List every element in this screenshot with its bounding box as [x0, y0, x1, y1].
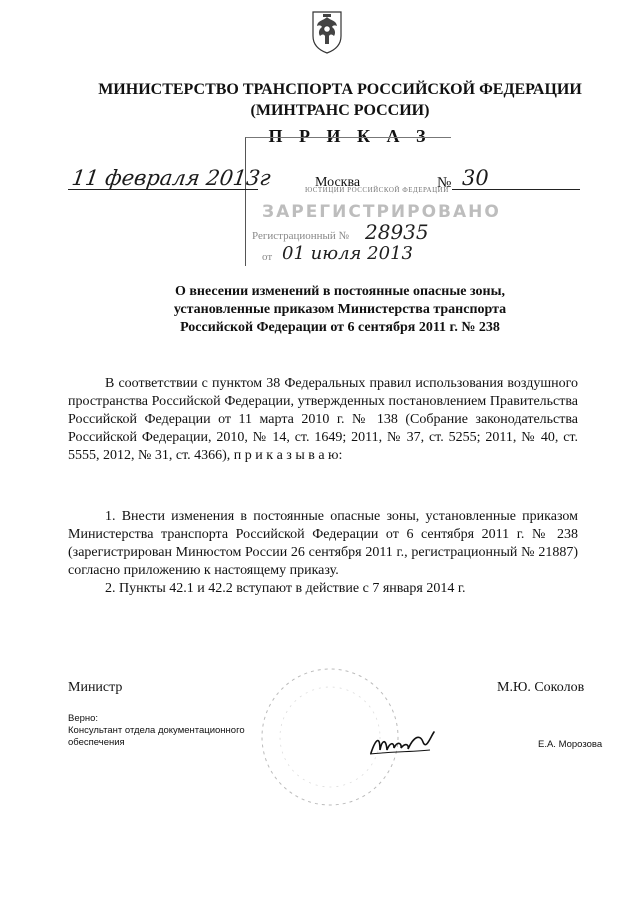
order-subject: [100, 283, 580, 337]
order-item-2: 2. Пункты 42.1 и 42.2 вступают в действие с 7 января 2014 г.: [105, 581, 466, 596]
ministry-title: [60, 79, 620, 121]
stamp-reg-number: 28935: [365, 220, 429, 244]
subject-line: Российской Федерации от 6 сентября 2011 г. № 238: [180, 320, 500, 335]
ministry-short-name: (МИНТРАНС РОССИИ): [250, 102, 430, 119]
ministry-name: МИНИСТЕРСТВО ТРАНСПОРТА РОССИЙСКОЙ ФЕДЕРАЦИИ: [98, 81, 582, 98]
minister-name: М.Ю. Соколов: [497, 680, 585, 695]
handwritten-signature: [368, 728, 438, 758]
coat-of-arms-emblem: [309, 8, 345, 54]
verified-label: Верно:: [68, 713, 99, 724]
verifier-name: Е.А. Морозова: [538, 739, 603, 750]
number-underline: [452, 189, 580, 190]
date-underline: [68, 189, 258, 190]
stamp-org-text: ЮСТИЦИИ РОССИЙСКОЙ ФЕДЕРАЦИИ: [305, 186, 449, 194]
order-number: 30: [462, 166, 489, 190]
subject-line: О внесении изменений в постоянные опасные зоны,: [174, 284, 506, 299]
verifier-position: обеспечения: [68, 737, 125, 748]
preamble-paragraph: В соответствии с пунктом 38 Федеральных правил использования воздушного пространства Российской Федерации, утвержденных постановлением Правительства Российской Федерации от 11 марта 2010 г. № 138 (Собрание законодательства Российской Федерации, 2010, № 14, ст. 1649; 2011, № 37, ст. 5255; 2011, № 40, ст. 5555, 2012, № 31, ст. 4366), п р и к а з ы в а ю:: [68, 376, 578, 463]
order-items: [68, 508, 578, 598]
verification-block: [68, 713, 268, 749]
subject-line: установленные приказом Министерства транспорта: [173, 302, 507, 317]
order-heading: П Р И К А З: [268, 126, 432, 146]
stamp-date-label: от: [262, 251, 273, 263]
order-date: 11 февраля 2013г: [70, 166, 273, 190]
stamp-registered-text: ЗАРЕГИСТРИРОВАНО: [262, 202, 501, 222]
stamp-reg-label: Регистрационный №: [252, 230, 350, 242]
stamp-date-value: 01 июля 2013: [282, 243, 413, 264]
order-item-1: 1. Внести изменения в постоянные опасные зоны, установленные приказом Министерства транспорта Российской Федерации от 6 сентября 2011 г. № 238 (зарегистрирован Минюстом России 26 сентября 2011 г., регистрационный № 21887) согласно приложению к настоящему приказу.: [68, 509, 578, 578]
number-sign: №: [437, 175, 452, 191]
verifier-position: Консультант отдела документационного: [68, 725, 245, 736]
minister-label: Министр: [68, 680, 123, 695]
order-city: Москва: [315, 175, 361, 190]
